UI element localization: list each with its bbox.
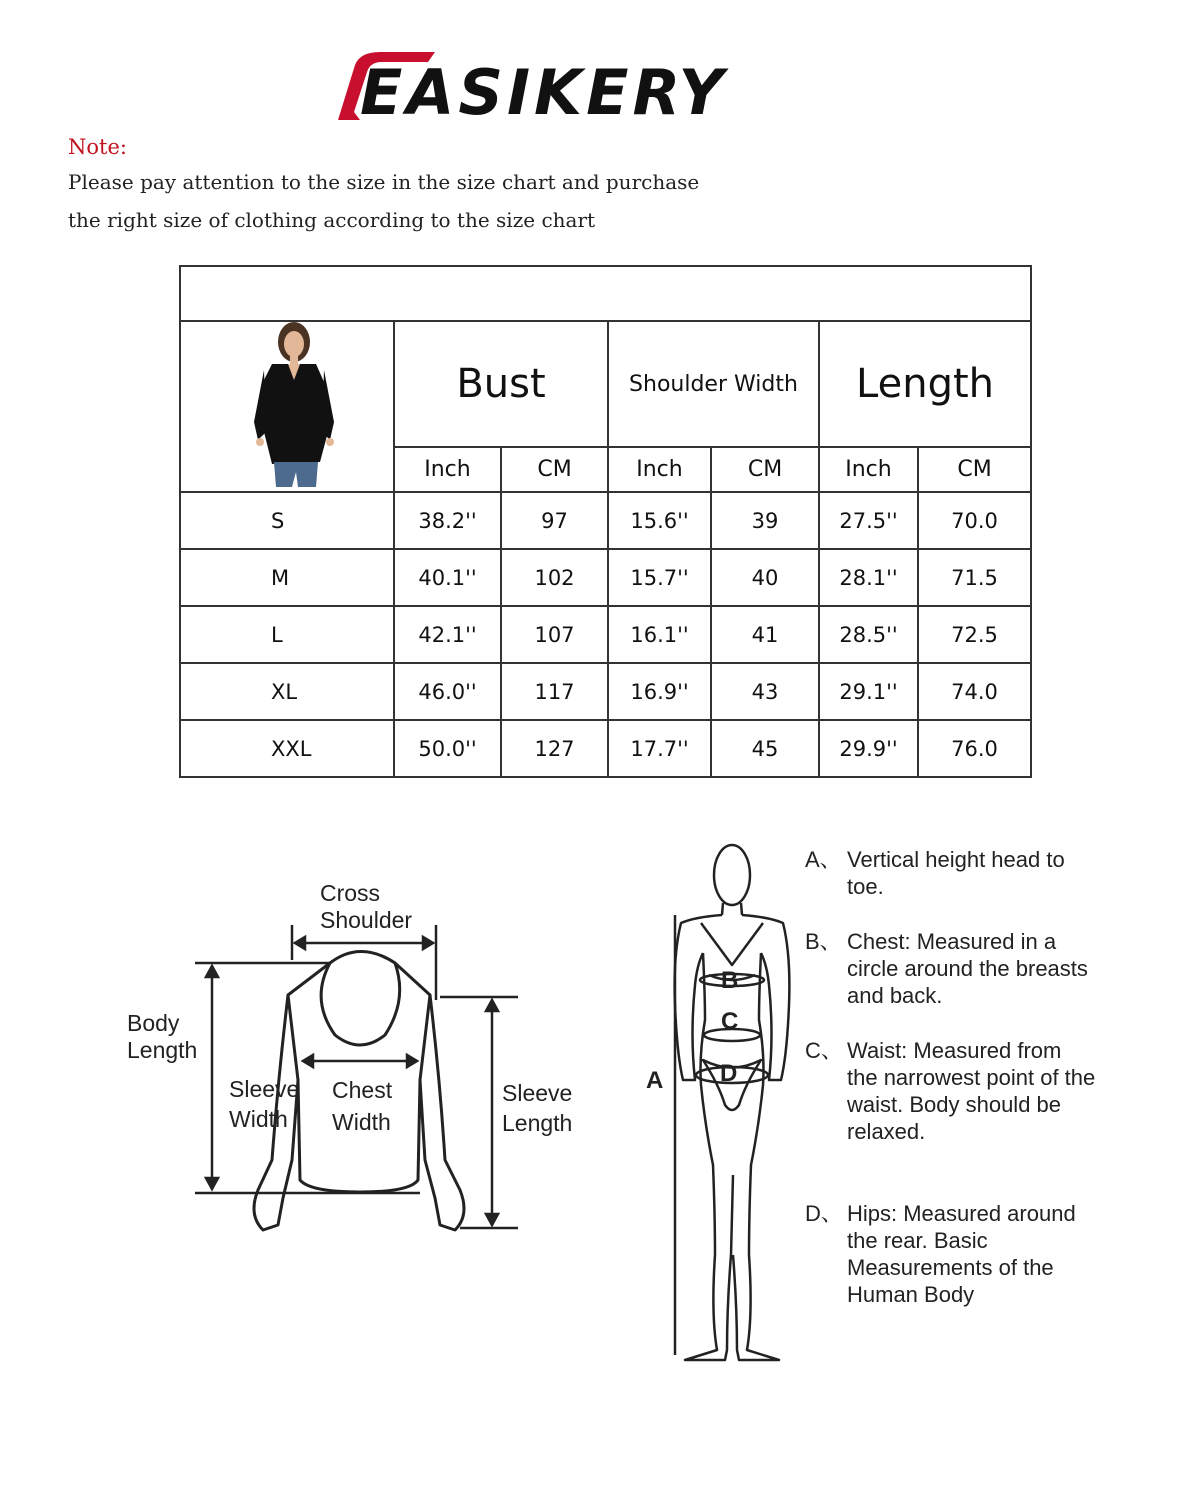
shoulder-cm: 41 xyxy=(711,606,819,663)
shoulder-inch: 15.6'' xyxy=(608,492,711,549)
legend-key: C、 xyxy=(805,1038,843,1063)
table-row xyxy=(180,606,1031,663)
shoulder-cm: 40 xyxy=(711,549,819,606)
model-photo xyxy=(180,321,394,492)
brand-name: EASIKERY xyxy=(360,56,728,129)
label-body-length: Body Length xyxy=(127,1010,198,1063)
length-inch: 29.1'' xyxy=(819,663,918,720)
length-inch: 27.5'' xyxy=(819,492,918,549)
table-top-cell xyxy=(180,266,1031,321)
length-cm: 72.5 xyxy=(918,606,1031,663)
unit-cm: CM xyxy=(918,447,1031,492)
shoulder-inch: 16.1'' xyxy=(608,606,711,663)
size-label: XXL xyxy=(180,720,394,777)
note-line-2: the right size of clothing according to the size chart xyxy=(68,208,596,232)
size-label: M xyxy=(180,549,394,606)
size-label: L xyxy=(180,606,394,663)
note-line-1: Please pay attention to the size in the size chart and purchase xyxy=(68,170,700,194)
shoulder-inch: 15.7'' xyxy=(608,549,711,606)
shoulder-cm: 45 xyxy=(711,720,819,777)
brand-logo xyxy=(320,40,810,135)
length-inch: 28.5'' xyxy=(819,606,918,663)
bust-inch: 50.0'' xyxy=(394,720,501,777)
bust-inch: 38.2'' xyxy=(394,492,501,549)
label-sleeve-length: Sleeve Length xyxy=(502,1080,573,1136)
length-inch: 28.1'' xyxy=(819,549,918,606)
size-label: S xyxy=(180,492,394,549)
legend-key: D、 xyxy=(805,1201,843,1226)
unit-inch: Inch xyxy=(819,447,918,492)
table-header-row xyxy=(180,321,1031,447)
size-chart-table xyxy=(179,265,1032,778)
unit-cm: CM xyxy=(501,447,608,492)
body-figure-icon xyxy=(635,835,835,1375)
unit-inch: Inch xyxy=(394,447,501,492)
length-cm: 71.5 xyxy=(918,549,1031,606)
legend-text: Waist: Measured from the narrowest point of the waist. Body should be relaxed. xyxy=(847,1038,1096,1144)
shoulder-cm: 43 xyxy=(711,663,819,720)
legend-key: A、 xyxy=(805,847,842,872)
body-label-a: A xyxy=(646,1067,664,1094)
shoulder-cm: 39 xyxy=(711,492,819,549)
body-label-d: D xyxy=(720,1060,738,1087)
length-cm: 70.0 xyxy=(918,492,1031,549)
legend-text: Chest: Measured in a circle around the breasts and back. xyxy=(847,929,1088,1008)
header-bust: Bust xyxy=(394,321,608,447)
label-cross-shoulder: Cross Shoulder xyxy=(320,880,413,933)
header-length: Length xyxy=(819,321,1031,447)
legend-key: B、 xyxy=(805,929,842,954)
bust-inch: 46.0'' xyxy=(394,663,501,720)
shoulder-inch: 17.7'' xyxy=(608,720,711,777)
shoulder-inch: 16.9'' xyxy=(608,663,711,720)
header-shoulder-width: Shoulder Width xyxy=(608,321,819,447)
length-inch: 29.9'' xyxy=(819,720,918,777)
table-row xyxy=(180,663,1031,720)
body-label-b: B xyxy=(721,967,739,994)
bust-cm: 117 xyxy=(501,663,608,720)
size-label: XL xyxy=(180,663,394,720)
bust-cm: 107 xyxy=(501,606,608,663)
label-chest-width: Chest Width xyxy=(332,1077,393,1135)
length-cm: 76.0 xyxy=(918,720,1031,777)
table-row xyxy=(180,720,1031,777)
bust-cm: 127 xyxy=(501,720,608,777)
legend-text: Vertical height head to toe. xyxy=(847,847,1065,899)
note-title: Note: xyxy=(68,135,127,159)
table-row xyxy=(180,549,1031,606)
bust-inch: 40.1'' xyxy=(394,549,501,606)
table-top-row xyxy=(180,266,1031,321)
unit-cm: CM xyxy=(711,447,819,492)
label-sleeve-width: Sleeve Width xyxy=(229,1076,300,1132)
unit-inch: Inch xyxy=(608,447,711,492)
length-cm: 74.0 xyxy=(918,663,1031,720)
bust-cm: 102 xyxy=(501,549,608,606)
measurement-guide xyxy=(0,830,1200,1390)
table-row xyxy=(180,492,1031,549)
bust-inch: 42.1'' xyxy=(394,606,501,663)
legend-text: Hips: Measured around the rear. Basic Measurements of the Human Body xyxy=(847,1201,1076,1307)
bust-cm: 97 xyxy=(501,492,608,549)
body-label-c: C xyxy=(721,1008,739,1035)
model-blouse-image xyxy=(212,322,362,487)
